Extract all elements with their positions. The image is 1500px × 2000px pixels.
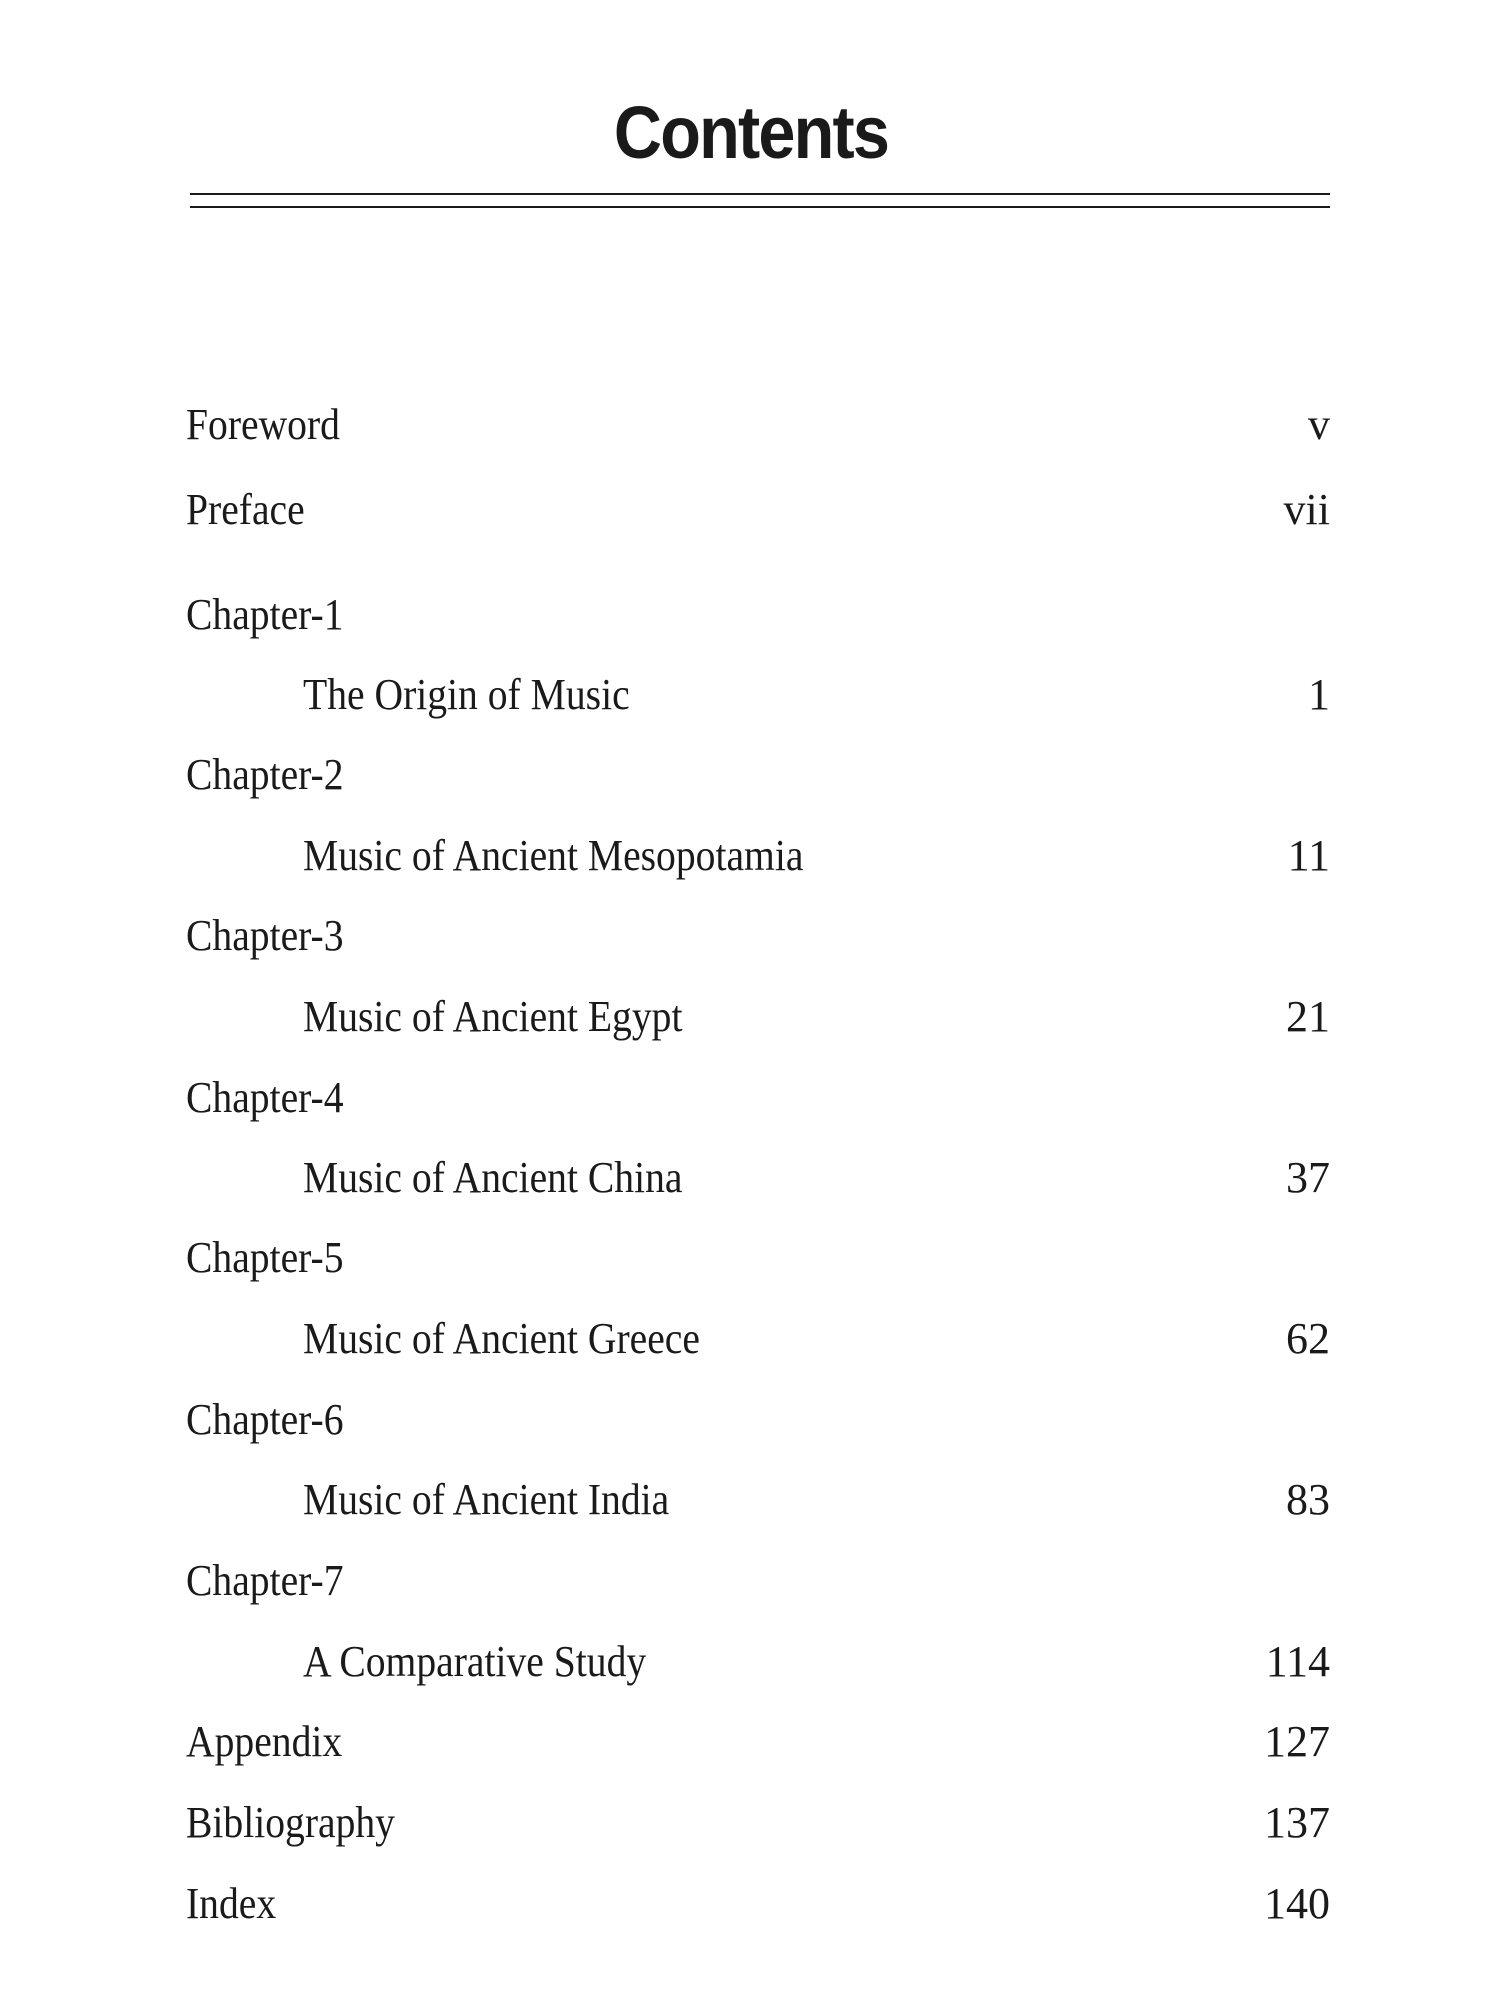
toc-label: Music of Ancient China xyxy=(303,1153,683,1202)
toc-page-number: 140 xyxy=(1264,1879,1330,1928)
title-rule-bottom xyxy=(190,206,1330,208)
toc-label: Music of Ancient Mesopotamia xyxy=(303,831,804,880)
toc-page-number: 11 xyxy=(1287,831,1330,880)
toc-label: The Origin of Music xyxy=(303,670,630,719)
toc-page-number: v xyxy=(1308,400,1330,449)
page-title: Contents xyxy=(613,91,889,174)
toc-entry-chapter-5[interactable] xyxy=(186,1309,1217,1369)
toc-label: Bibliography xyxy=(186,1798,395,1847)
toc-entry-chapter-4[interactable] xyxy=(186,1148,1217,1208)
title-rule-top xyxy=(190,193,1330,195)
toc-entry-index[interactable] xyxy=(186,1874,1217,1934)
toc-page-number: 21 xyxy=(1286,992,1330,1041)
toc-label: Index xyxy=(186,1879,277,1928)
toc-page-number: 37 xyxy=(1286,1153,1330,1202)
toc-label: Preface xyxy=(186,485,305,534)
toc-page-number: vii xyxy=(1283,485,1330,534)
toc-entry-bibliography[interactable] xyxy=(186,1793,1217,1853)
toc-page-number: 83 xyxy=(1286,1475,1330,1524)
toc-label: Appendix xyxy=(186,1717,343,1766)
toc-entry-preface[interactable] xyxy=(186,480,1217,540)
toc-label: Chapter-4 xyxy=(186,1073,344,1122)
toc-entry-chapter-7[interactable] xyxy=(186,1632,1217,1692)
toc-label: A Comparative Study xyxy=(303,1637,647,1686)
toc-chapter-heading xyxy=(186,1228,1217,1288)
toc-entry-foreword[interactable] xyxy=(186,395,1217,455)
toc-chapter-heading xyxy=(186,906,1217,966)
toc-chapter-heading xyxy=(186,585,1217,645)
toc-label: Chapter-6 xyxy=(186,1395,344,1444)
toc-page-number: 127 xyxy=(1264,1717,1330,1766)
toc-label: Chapter-5 xyxy=(186,1233,344,1282)
toc-label: Chapter-2 xyxy=(186,750,344,799)
toc-label: Music of Ancient Greece xyxy=(303,1314,700,1363)
toc-label: Foreword xyxy=(186,400,340,449)
toc-label: Chapter-3 xyxy=(186,911,344,960)
toc-chapter-heading xyxy=(186,1390,1217,1450)
toc-chapter-heading xyxy=(186,1551,1217,1611)
toc-entry-chapter-1[interactable] xyxy=(186,665,1217,725)
toc-label: Music of Ancient India xyxy=(303,1475,670,1524)
toc-chapter-heading xyxy=(186,1068,1217,1128)
toc-page-number: 1 xyxy=(1308,670,1330,719)
toc-label: Chapter-1 xyxy=(186,590,344,639)
toc-entry-chapter-6[interactable] xyxy=(186,1470,1217,1530)
toc-page-number: 62 xyxy=(1286,1314,1330,1363)
toc-chapter-heading xyxy=(186,745,1217,805)
toc-label: Chapter-7 xyxy=(186,1556,344,1605)
toc-label: Music of Ancient Egypt xyxy=(303,992,683,1041)
toc-entry-chapter-3[interactable] xyxy=(186,987,1217,1047)
toc-entry-chapter-2[interactable] xyxy=(186,826,1217,886)
toc-entry-appendix[interactable] xyxy=(186,1712,1217,1772)
toc-page-number: 137 xyxy=(1264,1798,1330,1847)
toc-page-number: 114 xyxy=(1265,1637,1330,1686)
